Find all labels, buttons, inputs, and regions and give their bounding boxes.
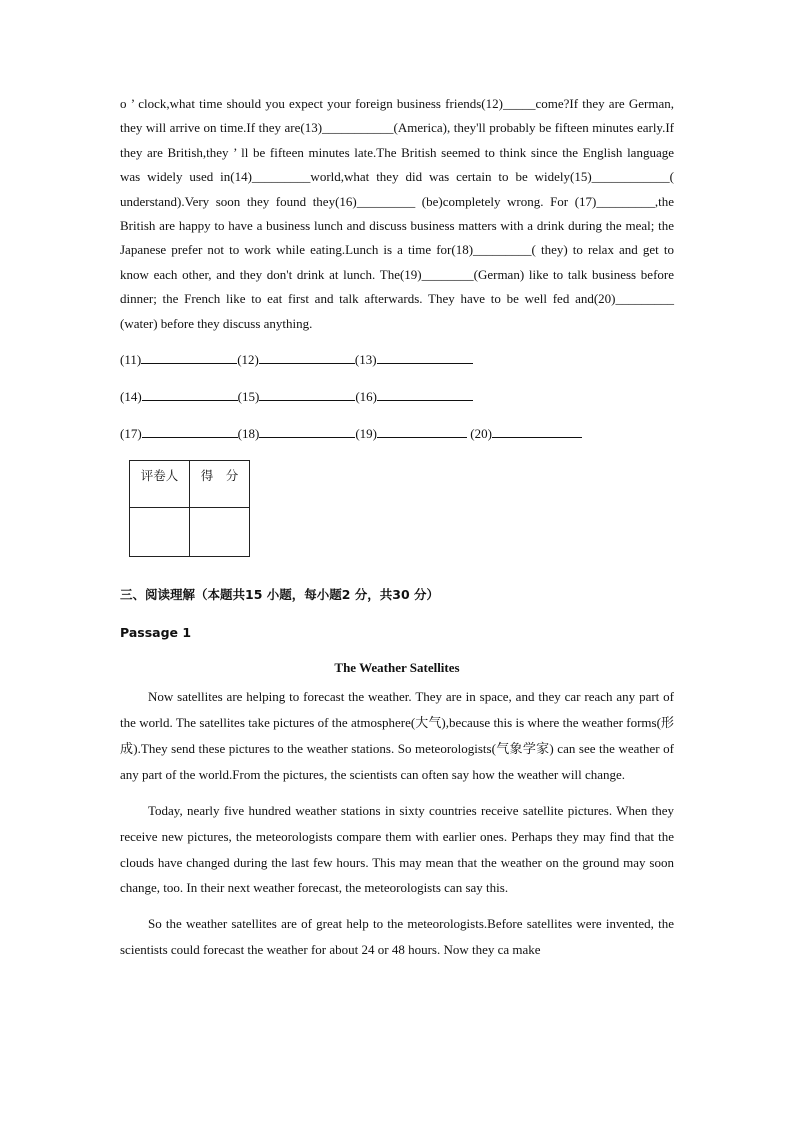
- answer-row-3: (17) (18) (19) (20): [120, 424, 674, 444]
- document-page: [120, 92, 674, 963]
- score-table: [129, 460, 250, 557]
- grader-label: 评卷人: [130, 461, 190, 508]
- passage-title: The Weather Satellites: [334, 660, 460, 676]
- paragraph-1: Now satellites are helping to forecast the weather. They are in space, and they car reach any part of the world. The satellites take pictures of the atmosphere(大气),because this is where the weather forms(形成).They send these pictures to the weather stations. So meteorologists(气象学家) can see the weather of any part of the world.From the pictures, the scientists can often say how the weather will change.: [120, 689, 674, 782]
- answer-row-2: (14) (15) (16): [120, 387, 674, 407]
- passage-body: [120, 684, 674, 963]
- score-cell: [190, 508, 250, 557]
- score-label: 得 分: [190, 461, 250, 508]
- section-heading: 三、阅读理解（本题共15 小题，每小题2 分，共30 分）: [120, 587, 440, 603]
- answer-blanks: [120, 350, 674, 444]
- grader-cell: [130, 508, 190, 557]
- paragraph-3: So the weather satellites are of great help to the meteorologists.Before satellites were invented, the scientists could forecast the weather for about 24 or 48 hours. Now they ca make: [120, 916, 674, 958]
- answer-row-1: (11) (12) (13): [120, 350, 674, 370]
- paragraph-2: Today, nearly five hundred weather stations in sixty countries receive satellite pictures. When they receive new pictures, the meteorologists compare them with earlier ones. Perhaps they may find that the clouds have changed during the last few hours. This may mean that the weather on the ground may soon change, too. In their next weather forecast, the meteorologists can say this.: [120, 802, 674, 896]
- passage-label: Passage 1: [120, 625, 192, 641]
- cloze-passage: o ’ clock,what time should you expect your foreign business friends(12)_____come?If they are German, they will arrive on time.If they are(13)___________(America), they'll probably be fifteen minutes early.If they are British,they ’ ll be fifteen minutes late.The British seemed to think since the English language was widely used in(14)_________world,what they did was certain to be widely(15)____________( understand).Very soon they found they(16)_________ (be)completely wrong. For (17)_________,the British are happy to have a business lunch and discuss business matters with a drink during the meal; the Japanese prefer not to work while eating.Lunch is a time for(18)_________( they) to relax and get to know each other, and they don't drink at lunch. The(19)________(German) like to talk business before dinner; the French like to eat first and talk afterwards. They have to be well fed and(20)_________ (water) before they discuss anything.: [120, 96, 674, 331]
